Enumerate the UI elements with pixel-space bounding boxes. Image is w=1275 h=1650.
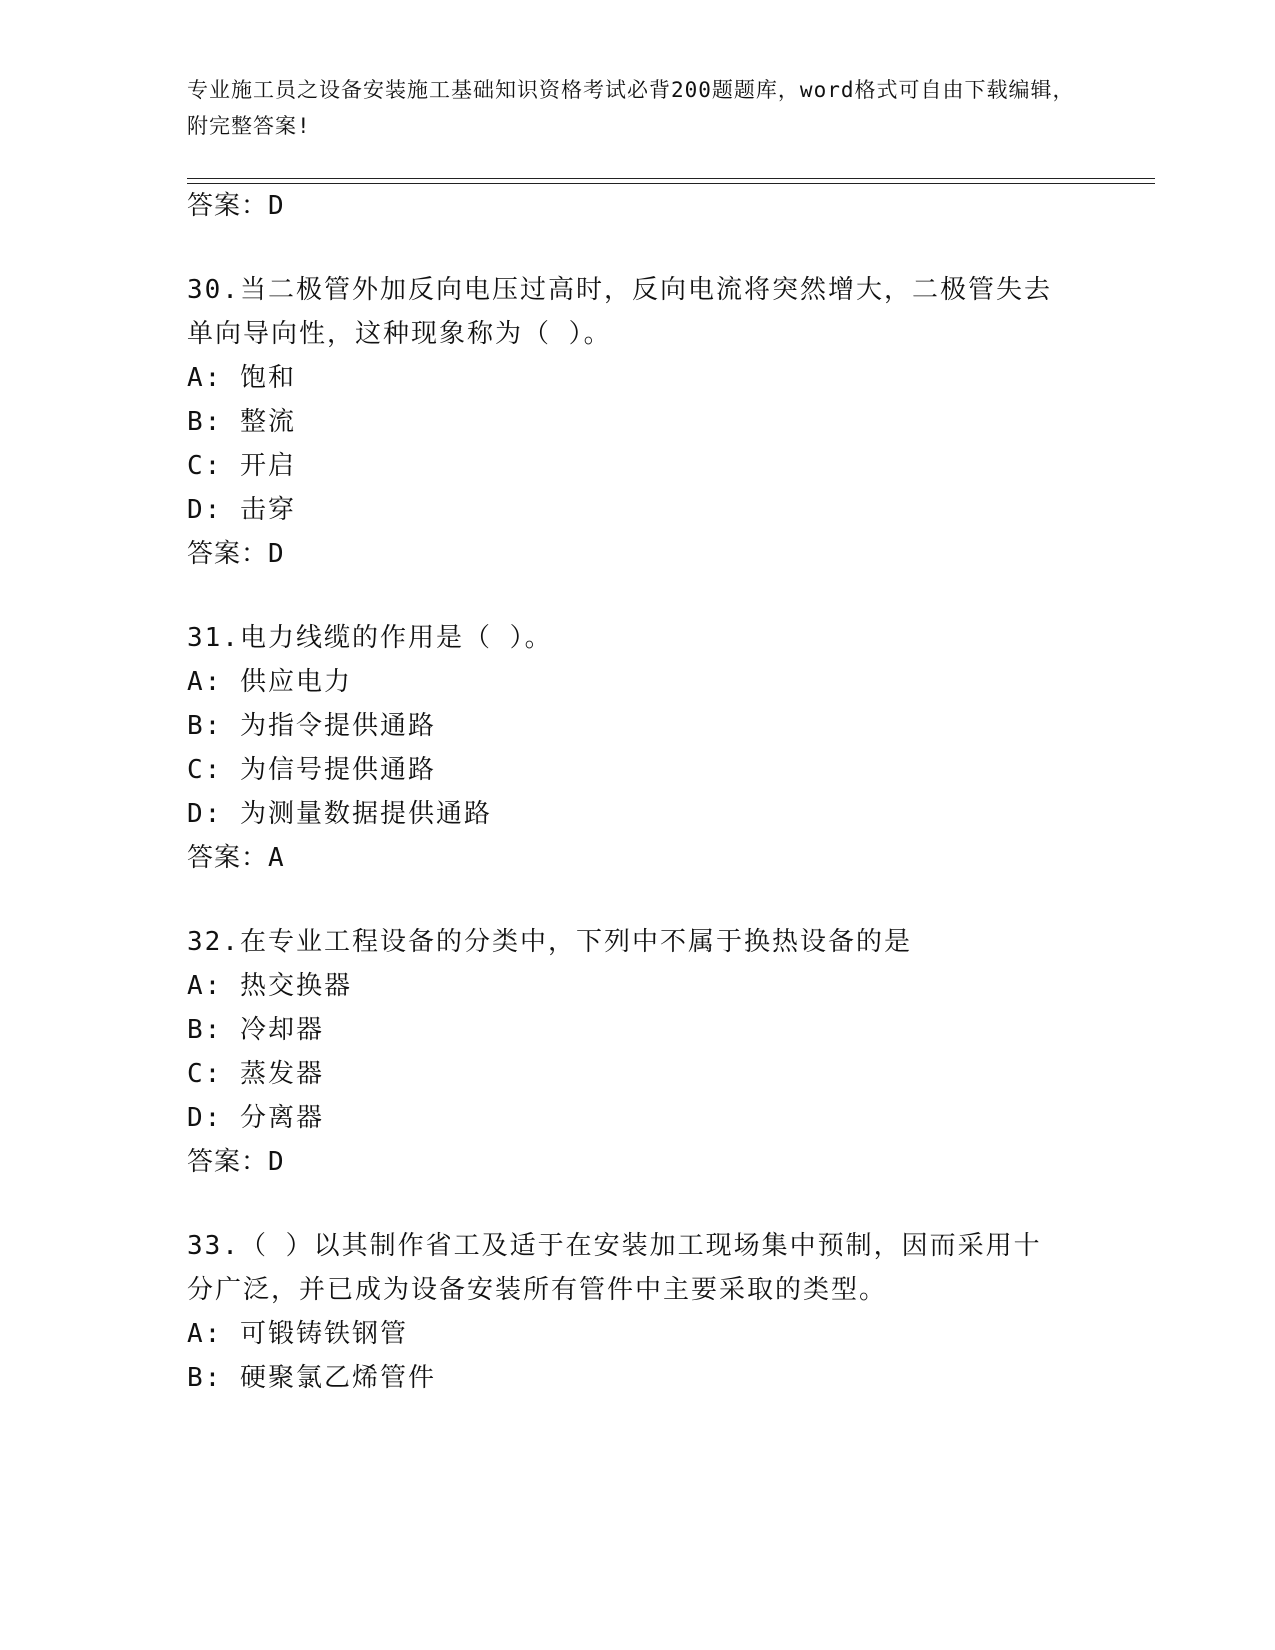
option-a: A: 可锻铸铁钢管 [187, 1319, 408, 1349]
answer-line: 答案：D [187, 191, 285, 221]
question-text-continued: 单向导向性，这种现象称为（ ）。 [187, 319, 612, 349]
question-text: 33.（ ）以其制作省工及适于在安装加工现场集中预制，因而采用十 [187, 1231, 1042, 1261]
question-text: 31.电力线缆的作用是（ ）。 [187, 623, 553, 653]
header-rule-bottom [187, 183, 1155, 184]
question-text: 32.在专业工程设备的分类中，下列中不属于换热设备的是 [187, 927, 912, 957]
option-a: A: 饱和 [187, 363, 296, 393]
option-b: B: 整流 [187, 407, 296, 437]
header-rule-top [187, 178, 1155, 179]
option-b: B: 硬聚氯乙烯管件 [187, 1363, 436, 1393]
answer-line: 答案：D [187, 1147, 285, 1177]
answer-line: 答案：D [187, 539, 285, 569]
option-d: D: 击穿 [187, 495, 296, 525]
option-c: C: 蒸发器 [187, 1059, 324, 1089]
document-header: 专业施工员之设备安装施工基础知识资格考试必背200题题库，word格式可自由下载编辑，附完整答案! [187, 78, 1075, 138]
option-c: C: 开启 [187, 451, 296, 481]
question-text-continued: 分广泛，并已成为设备安装所有管件中主要采取的类型。 [187, 1275, 888, 1305]
option-a: A: 热交换器 [187, 971, 352, 1001]
option-b: B: 冷却器 [187, 1015, 324, 1045]
option-c: C: 为信号提供通路 [187, 755, 436, 785]
answer-line: 答案：A [187, 843, 285, 873]
option-d: D: 为测量数据提供通路 [187, 799, 492, 829]
option-b: B: 为指令提供通路 [187, 711, 436, 741]
option-a: A: 供应电力 [187, 667, 352, 697]
question-text: 30.当二极管外加反向电压过高时，反向电流将突然增大，二极管失去 [187, 275, 1052, 305]
option-d: D: 分离器 [187, 1103, 324, 1133]
